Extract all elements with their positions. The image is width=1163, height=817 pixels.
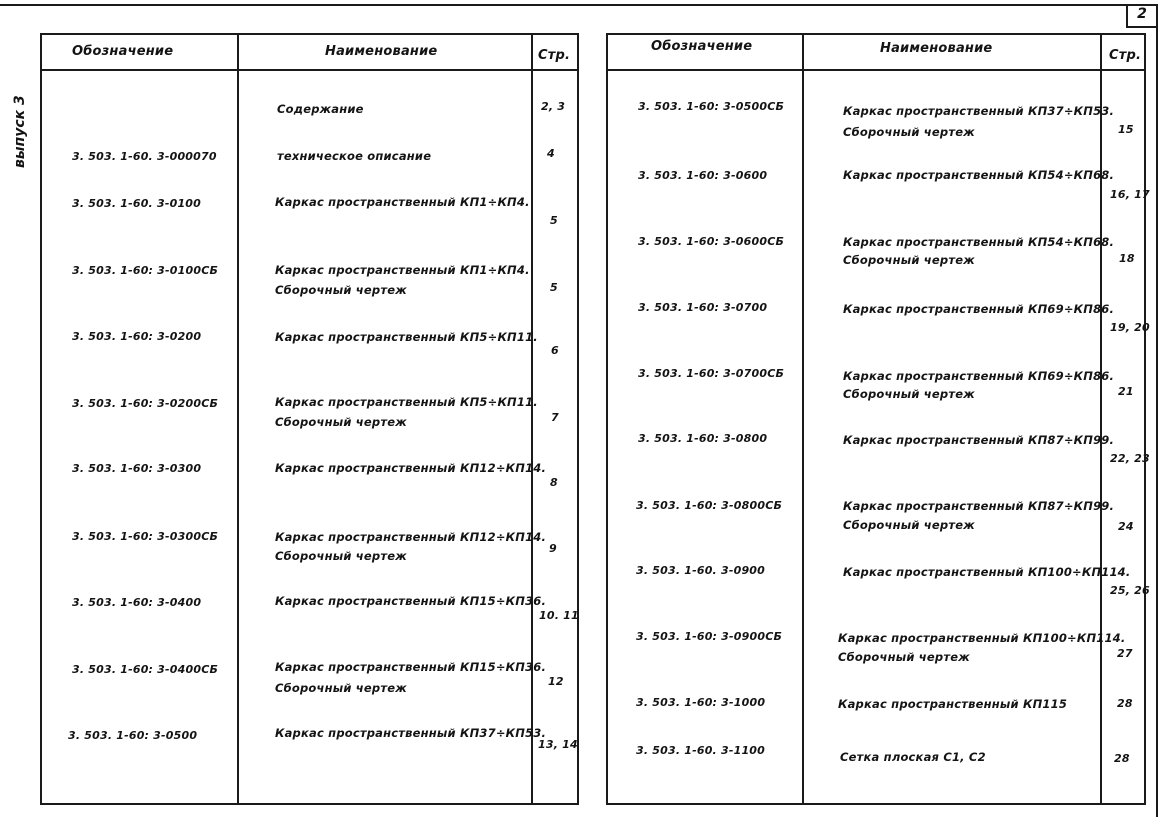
frame-right-line (1156, 4, 1158, 817)
left-row-6-page: 7 (551, 411, 559, 424)
left-row-7-page: 8 (550, 476, 558, 489)
left-row-6-name: Каркас пространственный КП5÷КП11. (275, 395, 538, 409)
left-row-5-code: 3. 503. 1-60: 3-0200 (72, 330, 202, 343)
right-row-9-page: 27 (1117, 647, 1133, 660)
gap-column-line (606, 33, 608, 805)
right-col-divider-2 (1100, 33, 1102, 805)
right-table-bottom (606, 803, 1146, 805)
left-row-4-page: 5 (550, 281, 558, 294)
right-row-2-code: 3. 503. 1-60: 3-0600 (638, 169, 768, 182)
right-row-1-subname: Сборочный чертеж (843, 125, 975, 139)
left-row-6-subname: Сборочный чертеж (275, 415, 407, 429)
right-row-6-name: Каркас пространственный КП87÷КП99. (843, 433, 1115, 447)
right-row-3-subname: Сборочный чертеж (843, 253, 975, 267)
issue-label: выпуск 3 (12, 95, 28, 168)
right-row-7-subname: Сборочный чертеж (843, 518, 975, 532)
left-row-5-name: Каркас пространственный КП5÷КП11. (275, 330, 538, 344)
left-row-8-name: Каркас пространственный КП12÷КП14. (275, 530, 547, 544)
left-table-right (577, 33, 579, 805)
left-table-left (40, 33, 42, 805)
left-col-divider-1 (237, 33, 239, 805)
left-row-10-page: 12 (548, 675, 564, 688)
left-row-6-code: 3. 503. 1-60: 3-0200СБ (72, 397, 219, 410)
left-row-5-page: 6 (551, 344, 559, 357)
right-row-5-page: 21 (1118, 385, 1134, 398)
left-table-header-bottom (40, 69, 579, 71)
right-row-3-page: 18 (1119, 252, 1135, 265)
left-row-3-page: 5 (550, 214, 558, 227)
left-row-4-code: 3. 503. 1-60: 3-0100СБ (72, 264, 219, 277)
left-row-9-code: 3. 503. 1-60: 3-0400 (72, 596, 202, 609)
right-row-1-code: 3. 503. 1-60: 3-0500СБ (638, 100, 785, 113)
left-row-9-page: 10. 11 (539, 609, 579, 622)
left-row-4-name: Каркас пространственный КП1÷КП4. (275, 263, 530, 277)
left-row-10-code: 3. 503. 1-60: 3-0400СБ (72, 663, 219, 676)
right-header-page: Стр. (1109, 48, 1142, 63)
right-header-designation: Обозначение (651, 39, 753, 54)
right-row-6-code: 3. 503. 1-60: 3-0800 (638, 432, 768, 445)
right-row-4-page: 19, 20 (1110, 321, 1150, 334)
right-row-9-code: 3. 503. 1-60: 3-0900СБ (636, 630, 783, 643)
left-row-8-subname: Сборочный чертеж (275, 549, 407, 563)
left-row-7-name: Каркас пространственный КП12÷КП14. (275, 461, 547, 475)
right-row-7-name: Каркас пространственный КП87÷КП99. (843, 499, 1115, 513)
left-header-page: Стр. (538, 48, 571, 63)
left-row-11-name: Каркас пространственный КП37÷КП53. (275, 726, 547, 740)
left-row-8-page: 9 (549, 542, 557, 555)
sheet-number: 2 (1126, 4, 1158, 28)
left-row-10-subname: Сборочный чертеж (275, 681, 407, 695)
right-row-3-code: 3. 503. 1-60: 3-0600СБ (638, 235, 785, 248)
right-row-9-name: Каркас пространственный КП100÷КП114. (838, 631, 1126, 645)
left-row-3-code: 3. 503. 1-60. 3-0100 (72, 197, 202, 210)
left-col-divider-2 (531, 33, 533, 805)
left-row-1-page: 2, 3 (541, 100, 566, 113)
left-row-2-name: техническое описание (277, 149, 432, 163)
left-row-4-subname: Сборочный чертеж (275, 283, 407, 297)
right-row-1-page: 15 (1118, 123, 1134, 136)
left-row-7-code: 3. 503. 1-60: 3-0300 (72, 462, 202, 475)
right-row-11-name: Сетка плоская С1, С2 (840, 750, 986, 764)
right-row-11-page: 28 (1114, 752, 1130, 765)
right-row-3-name: Каркас пространственный КП54÷КП68. (843, 235, 1115, 249)
right-row-2-name: Каркас пространственный КП54÷КП68. (843, 168, 1115, 182)
right-row-7-code: 3. 503. 1-60: 3-0800СБ (636, 499, 783, 512)
right-header-name: Наименование (880, 41, 993, 56)
left-row-3-name: Каркас пространственный КП1÷КП4. (275, 195, 530, 209)
left-row-9-name: Каркас пространственный КП15÷КП36. (275, 594, 547, 608)
right-table-top (606, 33, 1146, 35)
left-row-11-page: 13, 14 (538, 738, 578, 751)
right-row-10-code: 3. 503. 1-60: 3-1000 (636, 696, 766, 709)
right-row-10-page: 28 (1117, 697, 1133, 710)
right-row-5-name: Каркас пространственный КП69÷КП86. (843, 369, 1115, 383)
left-row-2-page: 4 (547, 147, 555, 160)
left-row-10-name: Каркас пространственный КП15÷КП36. (275, 660, 547, 674)
right-row-5-subname: Сборочный чертеж (843, 387, 975, 401)
left-row-1-name: Содержание (277, 102, 364, 116)
right-row-4-code: 3. 503. 1-60: 3-0700 (638, 301, 768, 314)
right-col-divider-1 (802, 33, 804, 805)
right-row-8-code: 3. 503. 1-60. 3-0900 (636, 564, 766, 577)
left-table-top (40, 33, 579, 35)
left-row-8-code: 3. 503. 1-60: 3-0300СБ (72, 530, 219, 543)
left-header-designation: Обозначение (72, 44, 174, 59)
right-row-5-code: 3. 503. 1-60: 3-0700СБ (638, 367, 785, 380)
left-row-11-code: 3. 503. 1-60: 3-0500 (68, 729, 198, 742)
right-row-8-name: Каркас пространственный КП100÷КП114. (843, 565, 1131, 579)
right-row-9-subname: Сборочный чертеж (838, 650, 970, 664)
left-header-name: Наименование (325, 44, 438, 59)
right-row-8-page: 25, 26 (1110, 584, 1150, 597)
right-table-right (1144, 33, 1146, 805)
right-row-4-name: Каркас пространственный КП69÷КП86. (843, 302, 1115, 316)
right-row-2-page: 16, 17 (1110, 188, 1150, 201)
left-table-bottom (40, 803, 579, 805)
left-row-2-code: 3. 503. 1-60. 3-000070 (72, 150, 217, 163)
right-row-6-page: 22, 23 (1110, 452, 1150, 465)
right-row-1-name: Каркас пространственный КП37÷КП53. (843, 104, 1115, 118)
right-row-11-code: 3. 503. 1-60. 3-1100 (636, 744, 766, 757)
right-row-7-page: 24 (1118, 520, 1134, 533)
right-table-header-bottom (606, 69, 1146, 71)
right-row-10-name: Каркас пространственный КП115 (838, 697, 1068, 711)
frame-top-line (0, 4, 1156, 6)
